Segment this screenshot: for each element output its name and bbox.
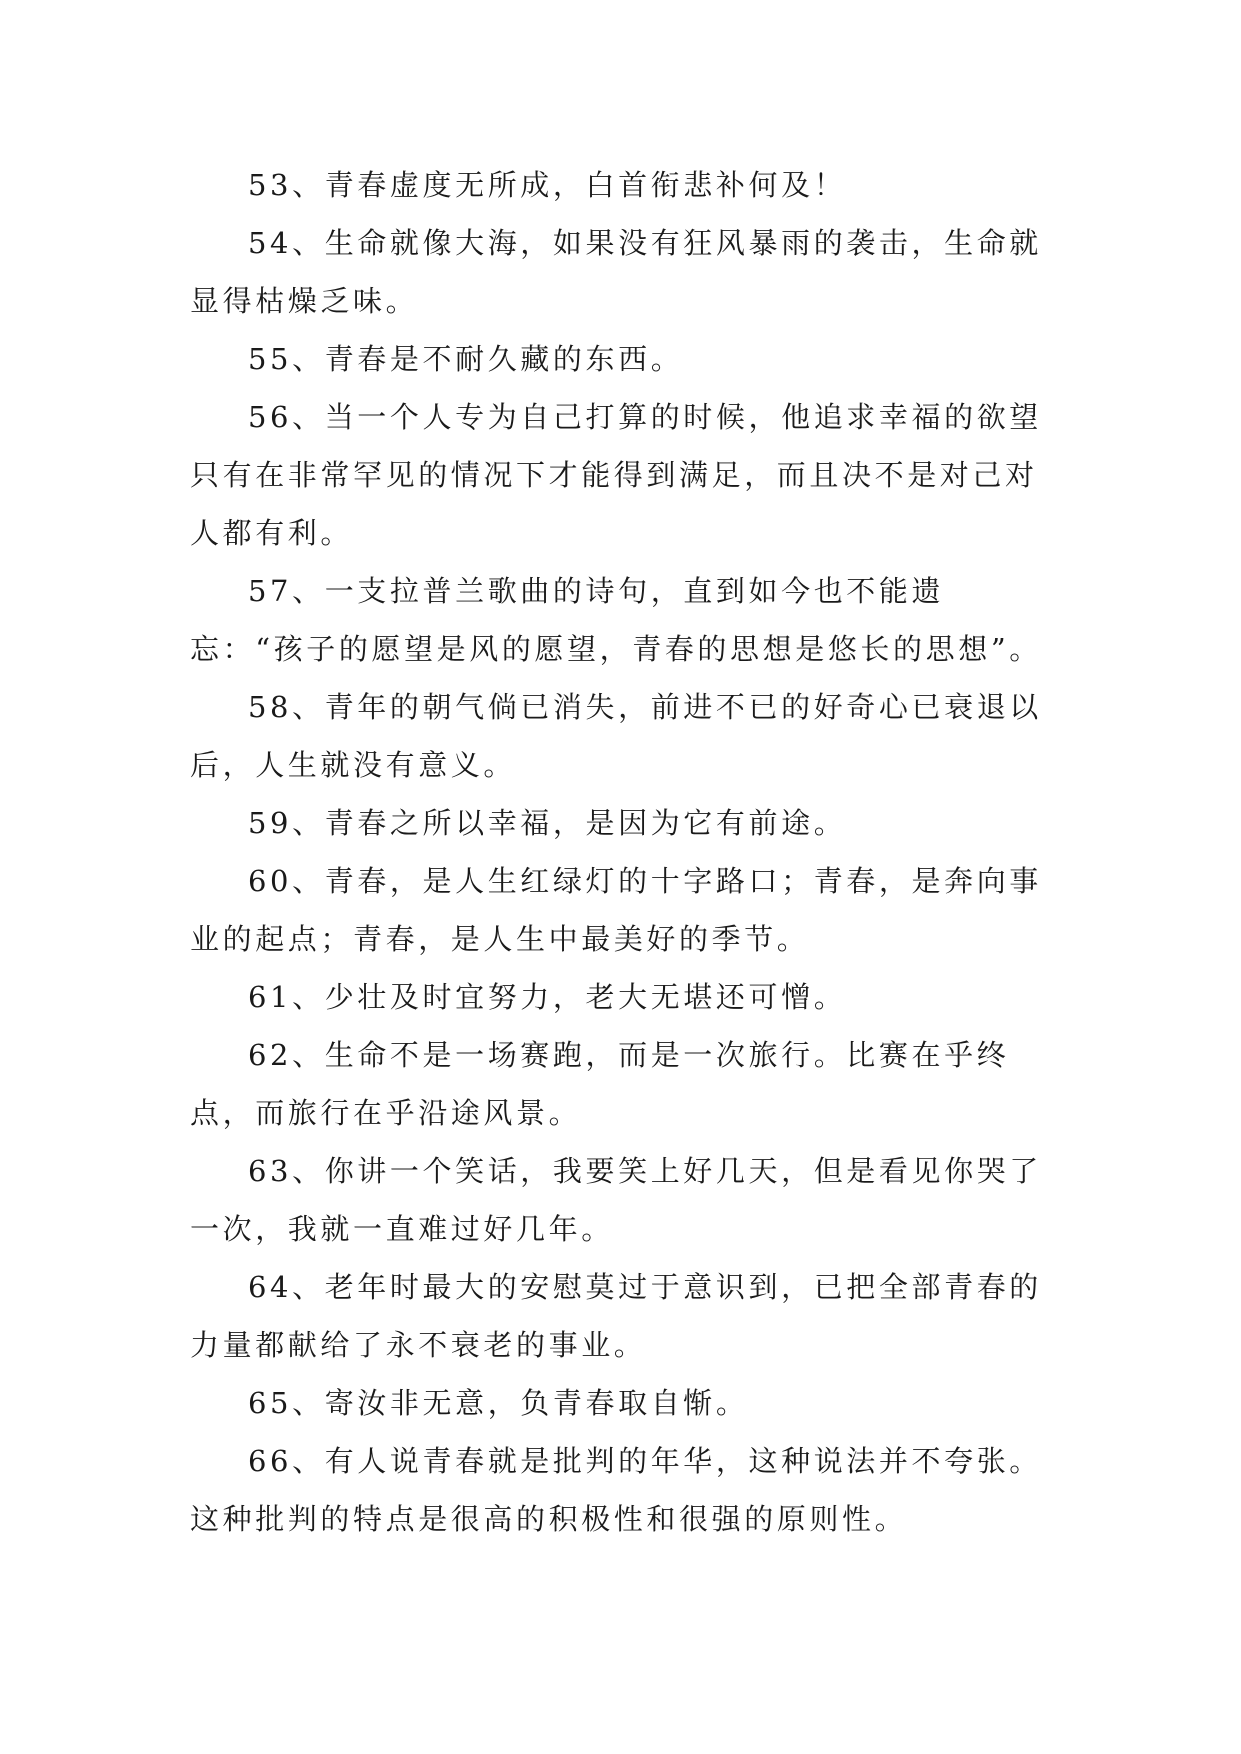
paragraph-65: 65、寄汝非无意，负青春取自惭。	[248, 1386, 749, 1420]
paragraph-56: 56、当一个人专为自己打算的时候，他追求幸福的欲望只有在非常罕见的情况下才能得到满足，而且决不是对己对人都有利。	[190, 400, 1042, 550]
paragraph-66: 66、有人说青春就是批判的年华，这种说法并不夸张。这种批判的特点是很高的积极性和很强的原则性。	[190, 1444, 1042, 1536]
paragraph-61: 61、少壮及时宜努力，老大无堪还可憎。	[248, 980, 847, 1014]
paragraph-54: 54、生命就像大海，如果没有狂风暴雨的袭击，生命就显得枯燥乏味。	[190, 226, 1042, 318]
paragraph-62: 62、生命不是一场赛跑，而是一次旅行。比赛在乎终点，而旅行在乎沿途风景。	[190, 1038, 1010, 1130]
document-body	[190, 156, 1050, 1548]
paragraph-63: 63、你讲一个笑话，我要笑上好几天，但是看见你哭了一次，我就一直难过好几年。	[190, 1154, 1042, 1246]
paragraph-53: 53、青春虚度无所成，白首衔悲补何及！	[248, 168, 847, 202]
paragraph-59: 59、青春之所以幸福，是因为它有前途。	[248, 806, 847, 840]
paragraph-57: 57、一支拉普兰歌曲的诗句，直到如今也不能遗忘：“孩子的愿望是风的愿望，青春的思想是悠长的思想”。	[190, 574, 1042, 666]
paragraph-64: 64、老年时最大的安慰莫过于意识到，已把全部青春的力量都献给了永不衰老的事业。	[190, 1270, 1042, 1362]
paragraph-55: 55、青春是不耐久藏的东西。	[248, 342, 684, 376]
paragraph-58: 58、青年的朝气倘已消失，前进不已的好奇心已衰退以后，人生就没有意义。	[190, 690, 1042, 782]
paragraph-60: 60、青春，是人生红绿灯的十字路口；青春，是奔向事业的起点；青春，是人生中最美好的季节。	[190, 864, 1042, 956]
